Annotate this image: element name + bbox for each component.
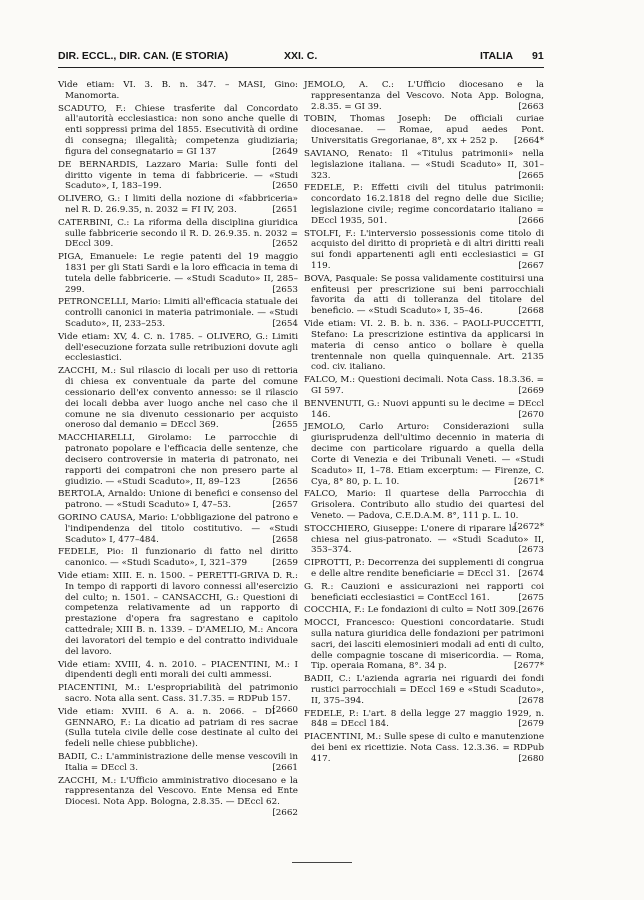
entry-number: [2670 [518, 409, 544, 420]
entry-text: FALCO, M.: Questioni decimali. Nota Cass. 18.3.36. = GI 597. [304, 375, 544, 397]
entry-number: [2658 [272, 534, 298, 545]
entry-number: [2664* [513, 136, 544, 147]
entry-text: CATERBINI, C.: La riforma della disciplina giuridica sulle fabbricerie secondo il R. D. 26.9.35. n. 2032 = DEccl 309. [58, 217, 298, 250]
bibliography-entry [58, 660, 298, 682]
entry-number: [2676 [518, 605, 544, 616]
entry-number: [2677* [513, 661, 544, 672]
entry-number: [2674 [518, 568, 544, 579]
bibliography-entry [304, 399, 544, 421]
entry-text: ZACCHI, M.: L'Ufficio amministrativo diocesano e la rappresentanza del Vescovo. Ente Mensa ed Ente Diocesi. Nota App. Bologna, 2.8.35. — DEccl 62. [58, 775, 298, 808]
entry-text: Vide etiam: VI. 2. B. b. n. 336. – PAOLI-PUCCETTI, Stefano: La prescrizione estintiva da applicarsi in materia di censo antico o bollare è quella trentennale non quella quinquennale. Art. 2135 cod. civ. italiano. [304, 319, 544, 373]
entry-text: PIACENTINI, M.: Sulle spese di culto e manutenzione dei beni ex ricettizie. Nota Cass. 12.3.36. = RDPub 417. [304, 732, 544, 764]
header-left: DIR. ECCL., DIR. CAN. (E STORIA) [58, 50, 229, 62]
entry-text: Vide etiam: VI. 3. B. n. 347. – MASI, Gino: Manomorta. [58, 80, 298, 101]
entry-number: [2679 [518, 719, 544, 730]
entry-text: SCADUTO, F.: Chiese trasferite dal Concordato all'autorità ecclesiastica: non sono anche quelle di enti soppressi prima del 1855. Esecutività di ordine di consegna; illegalità; competenza giudiziaria; figura del consegnatario = GI 137 [58, 103, 298, 157]
entry-text: FALCO, Mario: Il quartese della Parrocchia di Grisolera. Contributo allo studio dei quartesi del Veneto. — Padova, C.E.D.A.M. 8°, 111 p. L. 10. [304, 489, 544, 521]
entry-number: [2675 [518, 592, 544, 603]
bibliography-entry [304, 709, 544, 731]
entry-text: PIGA, Emanuele: Le regie patenti del 19 maggio 1831 per gli Stati Sardi e la loro efficacia in tema di tutela delle fabbricerie. — «Studi Scaduto» II, 285–299. [58, 252, 298, 295]
bibliography-entry [58, 80, 298, 102]
header-center: XXI. C. [284, 50, 318, 62]
entry-number: [2655 [272, 420, 298, 431]
bibliography-entry [304, 114, 544, 147]
bibliography-entry [304, 605, 544, 616]
page-number: 91 [532, 50, 544, 62]
bibliography-entry [58, 332, 298, 365]
right-column [304, 80, 544, 767]
entry-number: [2661 [272, 762, 298, 773]
bibliography-entry [304, 582, 544, 604]
entry-text: STOCCHIERO, Giuseppe: L'onere di riparare la chiesa nel gius-patronato. — «Studi Scaduto» II, 353–374. [304, 523, 544, 556]
entry-text: COCCHIA, F.: Le fondazioni di culto = NotI 309. [304, 605, 519, 616]
footer-rule [292, 862, 352, 863]
entry-text: BERTOLA, Arnaldo: Unione di benefici e consenso del patrono. — «Studi Scaduto» I, 47–53. [58, 489, 298, 511]
entry-number: [2663 [518, 101, 544, 112]
bibliography-entry [58, 252, 298, 295]
entry-text: DE BERNARDIS, Lazzaro Maria: Sulle fonti del diritto vigente in tema di fabbricerie. — «Studi Scaduto», I, 183–199. [58, 159, 298, 192]
bibliography-entry [58, 366, 298, 431]
entry-text: FEDELE, P.: L'art. 8 della legge 27 maggio 1929, n. 848 = DEccl 184. [304, 708, 544, 730]
bibliography-entry [304, 732, 544, 765]
entry-text: BADII, C.: L'azienda agraria nei riguardi dei fondi rustici parrocchiali = DEccl 169 e «Studi Scaduto», II, 375–394. [304, 674, 544, 706]
bibliography-entry [304, 618, 544, 672]
entry-number: [2657 [272, 500, 298, 511]
entry-text: Vide etiam: XVIII, 4. n. 2010. – PIACENTINI, M.: I dipendenti degli enti morali dei culti ammessi. [58, 659, 298, 681]
entry-text: FEDELE, P.: Effetti civili del titulus patrimonii: concordato 16.2.1818 del regno delle due Sicilie; legislazione civile; regime concordatario italiano = DEccl 1935, 501. [304, 183, 544, 226]
bibliography-entry [304, 183, 544, 226]
entry-number: [2669 [518, 386, 544, 397]
bibliography-entry [304, 80, 544, 113]
bibliography-entry [304, 319, 544, 373]
entry-number: [2673 [518, 545, 544, 556]
entry-number: [2678 [518, 695, 544, 706]
entry-text: OLIVERO, G.: I limiti della nozione di «fabbriceria» nel R. D. 26.9.35, n. 2032 = FI IV, 203. [58, 194, 298, 215]
bibliography-entry [58, 433, 298, 487]
bibliography-entry [304, 674, 544, 707]
entry-number: [2654 [272, 319, 298, 330]
running-header [58, 50, 544, 64]
bibliography-entry [58, 547, 298, 569]
bibliography-entry [304, 489, 544, 532]
bibliography-entry [58, 160, 298, 193]
entry-number: [2650 [272, 181, 298, 192]
entry-text: CIPROTTI, P.: Decorrenza dei supplementi di congrua e delle altre rendite beneficiarie = DEccl 31. [304, 558, 544, 579]
entry-number: [2672* [513, 521, 544, 532]
entry-text: GORINO CAUSA, Mario: L'obbligazione del patrono e l'indipendenza del titolo costitutivo. — «Studi Scaduto» I, 477–484. [58, 512, 298, 545]
entry-text: PIACENTINI, M.: L'espropriabilità del patrimonio sacro. Nota alla sent. Cass. 31.7.35. = RDPub 157. [58, 683, 298, 704]
entry-number: [2656 [272, 476, 298, 487]
entry-text: BENVENUTI, G.: Nuovi appunti su le decime = DEccl 146. [304, 398, 544, 420]
bibliography-entry [58, 218, 298, 251]
entry-number: [2666 [518, 215, 544, 226]
entry-number: [2668 [518, 306, 544, 317]
bibliography-entry [58, 752, 298, 774]
entry-text: BOVA, Pasquale: Se possa validamente costituirsi una enfiteusi per prescrizione sui beni parrocchiali favorita da atti di tolleranza del titolare del beneficio. — «Studi Scaduto» I, 35–46. [304, 273, 544, 317]
entry-number: [2652 [272, 239, 298, 250]
bibliography-entry [58, 683, 298, 715]
bibliography-entry [58, 571, 298, 658]
bibliography-entry [304, 229, 544, 272]
entry-number: [2662 [272, 808, 298, 819]
entry-text: BADII, C.: L'amministrazione delle mense vescovili in Italia = DEccl 3. [58, 751, 298, 773]
entry-text: Vide etiam: XV, 4. C. n. 1785. – OLIVERO, G.: Limiti dell'esecuzione forzata sulle retribuzioni dovute agli ecclesiastici. [58, 331, 298, 364]
bibliography-entry [304, 375, 544, 397]
entry-number: [2659 [272, 558, 298, 569]
entry-text: TOBIN, Thomas Joseph: De officiali curiae diocesanae. — Romae, apud aedes Pont. Universitatis Gregorianae, 8°, xx + 252 p. [304, 114, 544, 147]
entry-number: [2651 [272, 204, 298, 215]
bibliography-entry [304, 422, 544, 487]
header-rule [58, 67, 544, 68]
entry-text: PETRONCELLI, Mario: Limiti all'efficacia statuale dei controlli canonici in materia patrimoniale. — «Studi Scaduto», II, 233–253. [58, 297, 298, 330]
entry-text: JEMOLO, Carlo Arturo: Considerazioni sulla giurisprudenza dell'ultimo decennio in materia di decime con particolare riguardo a quella della Corte di Venezia e dei Tribunali Veneti. — «Studi Scaduto» II, 1–78. Etiam excerptum: — Firenze, C. Cya, 8° 80, p. L. 10. [304, 422, 544, 487]
entry-number: [2653 [272, 284, 298, 295]
bibliography-entry [58, 489, 298, 511]
bibliography-entry [58, 297, 298, 330]
bibliography-entry [304, 558, 544, 580]
entry-text: FEDELE, Pio: Il funzionario di fatto nel diritto canonico. — «Studi Scaduto», I, 321–379 [58, 547, 298, 569]
bibliography-entry [58, 704, 298, 750]
entry-text: ZACCHI, M.: Sul rilascio di locali per uso di rettoria di chiesa ex conventuale da parte del comune cessionario dell'ex convento annesso: se il rilascio dei locali debba aver luogo anche nel caso che il comune ne sia divenuto cessionario per acquisto oneroso dal demanio = DEccl 369. [58, 366, 298, 431]
entry-number: [2667 [518, 261, 544, 272]
entry-number: [2660 [272, 704, 298, 715]
entry-text: Vide etiam: XIII. E. n. 1500. – PERETTI-GRIVA D. R.: In tempo di rapporti di lavoro connessi all'esercizio del culto; n. 1501. – CANSACCHI, G.: Questioni di competenza relativamente ad un rapporto di prestazione d'opera fra sagrestano e capitolo cattedrale; XIII B. n. 1339. – D'AMELIO, M.: Ancora dei lavoratori del tempio e del contratto individuale del lavoro. [58, 570, 298, 657]
bibliography-entry [58, 194, 298, 216]
entry-number: [2680 [518, 753, 544, 764]
entry-text: SAVIANO, Renato: Il «Titulus patrimonii» nella legislazione italiana. — «Studi Scaduto» II, 301–323. [304, 148, 544, 181]
entry-text: JEMOLO, A. C.: L'Ufficio diocesano e la rappresentanza del Vescovo. Nota App. Bologna, 2.8.35. = GI 39. [304, 80, 544, 112]
entry-text: STOLFI, F.: L'interversio possessionis come titolo di acquisto del diritto di proprietà e di altri diritti reali sui fondi appartenenti agli enti ecclesiastici = GI 119. [304, 228, 544, 272]
entry-number: [2665 [518, 170, 544, 181]
entry-number: [2671* [513, 476, 544, 487]
entry-text: G. R.: Cauzioni e assicurazioni nei rapporti coi beneficiati ecclesiastici = ContEccl 161. [304, 581, 544, 603]
entry-text: MOCCI, Francesco: Questioni concordatarie. Studi sulla natura giuridica delle fondazioni per patrimoni sacri, dei lasciti elemosinieri modali ad enti di culto, delle compagnie toscane di misericordia. — Roma, Tip. operaia Romana, 8°. 34 p. [304, 618, 544, 672]
bibliography-entry [304, 521, 544, 557]
left-column [58, 80, 298, 819]
bibliography-entry [304, 274, 544, 317]
header-section: ITALIA [480, 50, 514, 62]
entry-number: [2649 [272, 146, 298, 157]
bibliography-entry [58, 513, 298, 546]
entry-text: MACCHIARELLI, Girolamo: Le parrocchie di patronato popolare e l'efficacia delle sentenze, che decisero controversie in materia di patronato, nei rapporti dei compatroni che non presero parte al giudizio. — «Studi Scaduto», II, 89–123 [58, 433, 298, 487]
bibliography-entry [58, 775, 298, 819]
bibliography-entry [58, 104, 298, 158]
bibliography-entry [304, 149, 544, 182]
entry-text: Vide etiam: XVIII. 6 A. a. n. 2066. – DI GENNARO, F.: La dicatio ad patriam di res sacrae (Sulla tutela civile delle cose destinate al culto dei fedeli nelle chiese pubbliche). [58, 706, 298, 750]
